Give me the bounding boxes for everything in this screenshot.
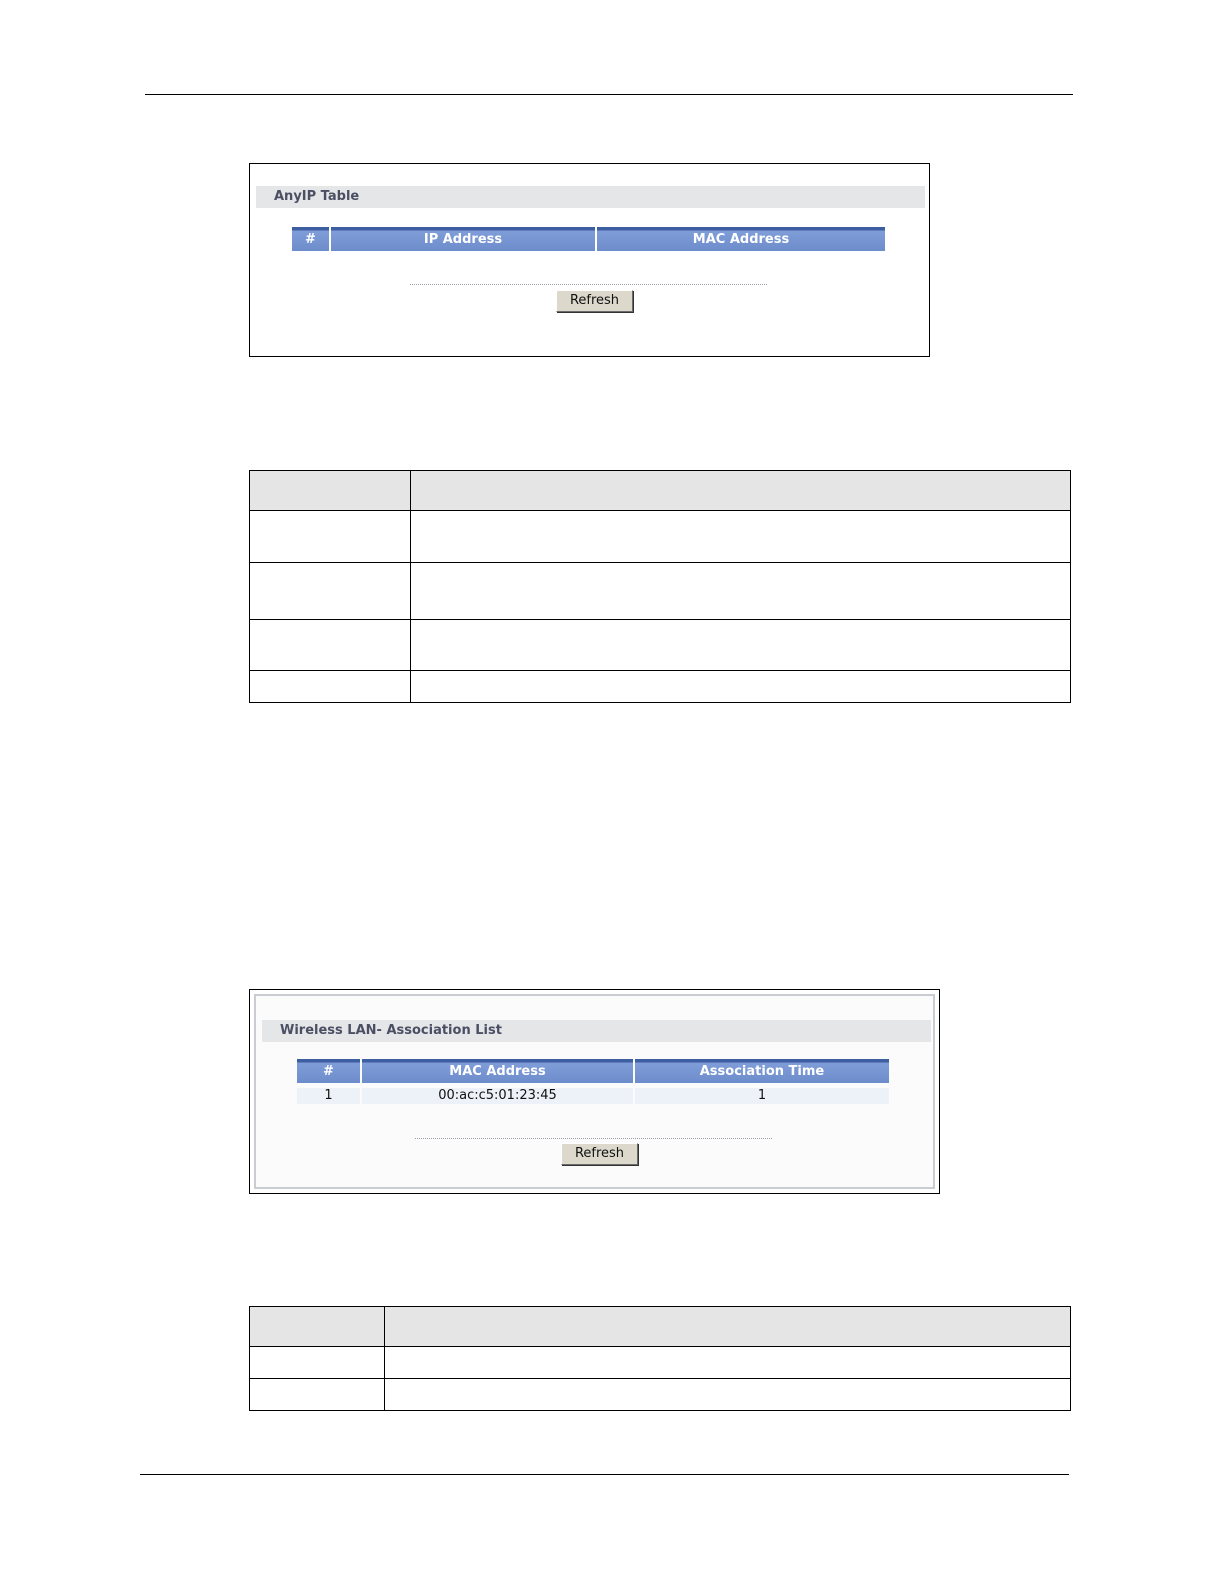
column-divider xyxy=(410,471,411,702)
column-divider xyxy=(384,1307,385,1410)
table-row xyxy=(250,1347,1070,1379)
column-header-index: # xyxy=(292,227,329,251)
wlan-field-table xyxy=(249,1306,1071,1411)
column-header-mac-address: MAC Address xyxy=(597,227,885,251)
footer-rule xyxy=(140,1474,1069,1475)
column-header-ip-address: IP Address xyxy=(331,227,595,251)
table-row xyxy=(250,563,1070,620)
panel-title: AnyIP Table xyxy=(256,186,925,208)
anyip-field-table xyxy=(249,470,1071,703)
table-row xyxy=(250,620,1070,671)
column-header-association-time: Association Time xyxy=(635,1059,889,1083)
panel-frame xyxy=(254,994,935,1189)
table-header-row xyxy=(250,1307,1070,1347)
separator xyxy=(410,284,767,285)
table-row xyxy=(250,511,1070,563)
table-row xyxy=(250,1379,1070,1410)
table-cell-mac: 00:ac:c5:01:23:45 xyxy=(362,1088,633,1104)
wlan-association-panel xyxy=(249,989,940,1194)
refresh-button[interactable]: Refresh xyxy=(556,290,633,312)
separator xyxy=(415,1138,772,1139)
table-header-row xyxy=(250,471,1070,511)
anyip-table-panel xyxy=(249,163,930,357)
header-rule xyxy=(145,94,1073,95)
panel-title: Wireless LAN- Association List xyxy=(262,1020,931,1042)
refresh-button[interactable]: Refresh xyxy=(561,1143,638,1165)
column-header-index: # xyxy=(297,1059,360,1083)
table-row xyxy=(250,671,1070,702)
table-cell-index: 1 xyxy=(297,1088,360,1104)
column-header-mac-address: MAC Address xyxy=(362,1059,633,1083)
table-cell-time: 1 xyxy=(635,1088,889,1104)
